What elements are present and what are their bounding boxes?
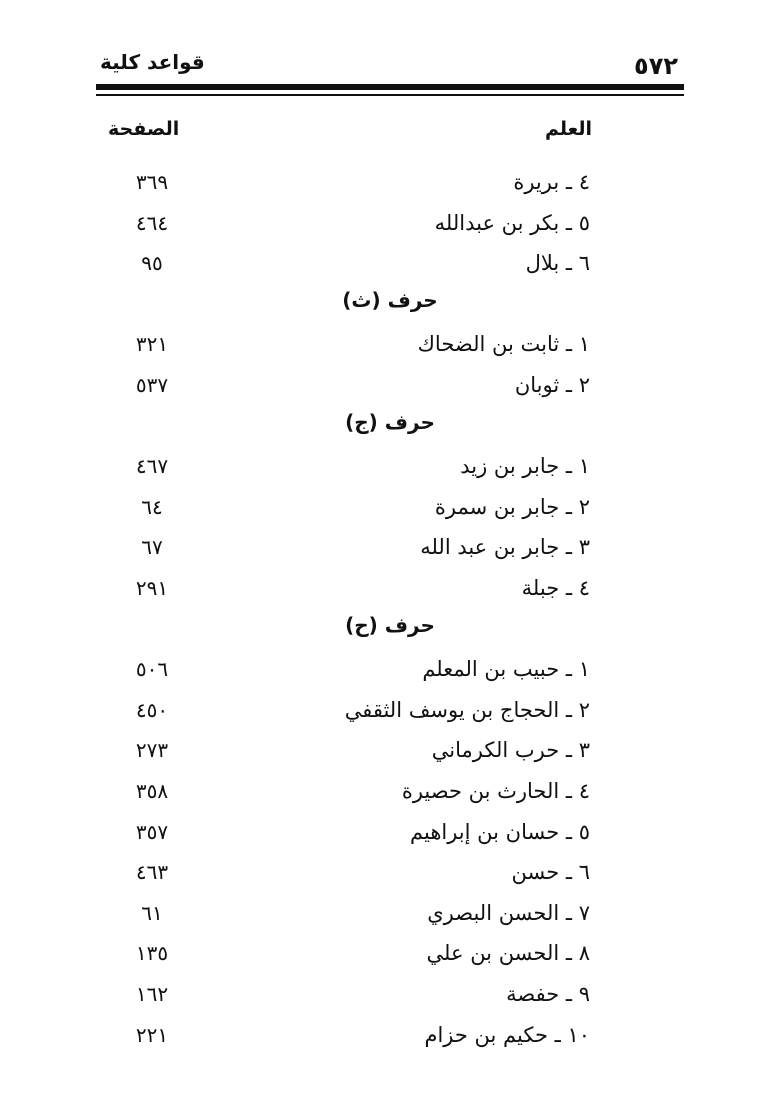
index-row xyxy=(96,328,684,368)
page-reference: ٦٤ xyxy=(141,495,163,519)
person-name: ٩ ـ حفصة xyxy=(506,982,590,1006)
page-reference: ٦١ xyxy=(141,901,163,925)
index-row xyxy=(96,937,684,977)
section-heading xyxy=(96,288,684,328)
index-row xyxy=(96,531,684,571)
page-reference: ٤٦٧ xyxy=(135,454,169,478)
person-name: ٤ ـ بريرة xyxy=(513,170,590,194)
index-row xyxy=(96,734,684,774)
page-reference: ٤٥٠ xyxy=(135,698,169,722)
person-name: ٢ ـ الحجاج بن يوسف الثقفي xyxy=(344,698,590,722)
person-name: ٣ ـ جابر بن عبد الله xyxy=(420,535,590,559)
page-reference: ٢٢١ xyxy=(135,1023,169,1047)
page-reference: ٢٩١ xyxy=(135,576,169,600)
person-name: ٥ ـ حسان بن إبراهيم xyxy=(410,820,590,844)
section-heading xyxy=(96,613,684,653)
person-name: ٦ ـ بلال xyxy=(525,251,590,275)
person-name: ١ ـ حبيب بن المعلم xyxy=(422,657,590,681)
index-row xyxy=(96,653,684,693)
person-name: ٦ ـ حسن xyxy=(511,860,590,884)
person-name: ٧ ـ الحسن البصري xyxy=(427,901,590,925)
person-name: ٣ ـ حرب الكرماني xyxy=(431,738,590,762)
section-title: حرف (ث) xyxy=(342,288,438,312)
page-reference: ٣٥٧ xyxy=(135,820,169,844)
index-row xyxy=(96,775,684,815)
person-name: ٢ ـ جابر بن سمرة xyxy=(434,495,590,519)
page-reference: ٢٧٣ xyxy=(135,738,169,762)
index-row xyxy=(96,897,684,937)
index-row xyxy=(96,978,684,1018)
page-reference: ٤٦٤ xyxy=(135,211,169,235)
section-title: حرف (ج) xyxy=(345,410,435,434)
index-row xyxy=(96,856,684,896)
person-name: ١٠ ـ حكيم بن حزام xyxy=(424,1023,590,1047)
page-reference: ٦٧ xyxy=(141,535,163,559)
person-name: ٨ ـ الحسن بن علي xyxy=(426,941,590,965)
page-reference: ١٣٥ xyxy=(135,941,169,965)
page-reference: ٥٠٦ xyxy=(135,657,169,681)
index-row xyxy=(96,369,684,409)
index-row xyxy=(96,491,684,531)
page-reference: ١٦٢ xyxy=(135,982,169,1006)
index-row xyxy=(96,450,684,490)
page-reference: ٤٦٣ xyxy=(135,860,169,884)
page-number: ٥٧٢ xyxy=(634,52,678,80)
person-name: ٢ ـ ثوبان xyxy=(514,373,590,397)
running-title: قواعد كلية xyxy=(100,50,205,74)
person-name: ٤ ـ الحارث بن حصيرة xyxy=(401,779,590,803)
section-heading xyxy=(96,410,684,450)
column-header-name: العلم xyxy=(544,118,592,140)
page-reference: ٥٣٧ xyxy=(135,373,169,397)
index-row xyxy=(96,166,684,206)
index-row xyxy=(96,1019,684,1059)
index-row xyxy=(96,694,684,734)
page-reference: ٣٢١ xyxy=(135,332,169,356)
person-name: ٤ ـ جبلة xyxy=(521,576,590,600)
page-reference: ٩٥ xyxy=(141,251,163,275)
column-header-page: الصفحة xyxy=(108,118,180,140)
index-row xyxy=(96,207,684,247)
section-title: حرف (ح) xyxy=(345,613,435,637)
index-row xyxy=(96,572,684,612)
person-name: ١ ـ جابر بن زيد xyxy=(460,454,590,478)
index-row xyxy=(96,247,684,287)
index-row xyxy=(96,816,684,856)
page-reference: ٣٦٩ xyxy=(135,170,169,194)
page-reference: ٣٥٨ xyxy=(135,779,169,803)
person-name: ١ ـ ثابت بن الضحاك xyxy=(417,332,590,356)
person-name: ٥ ـ بكر بن عبدالله xyxy=(434,211,590,235)
